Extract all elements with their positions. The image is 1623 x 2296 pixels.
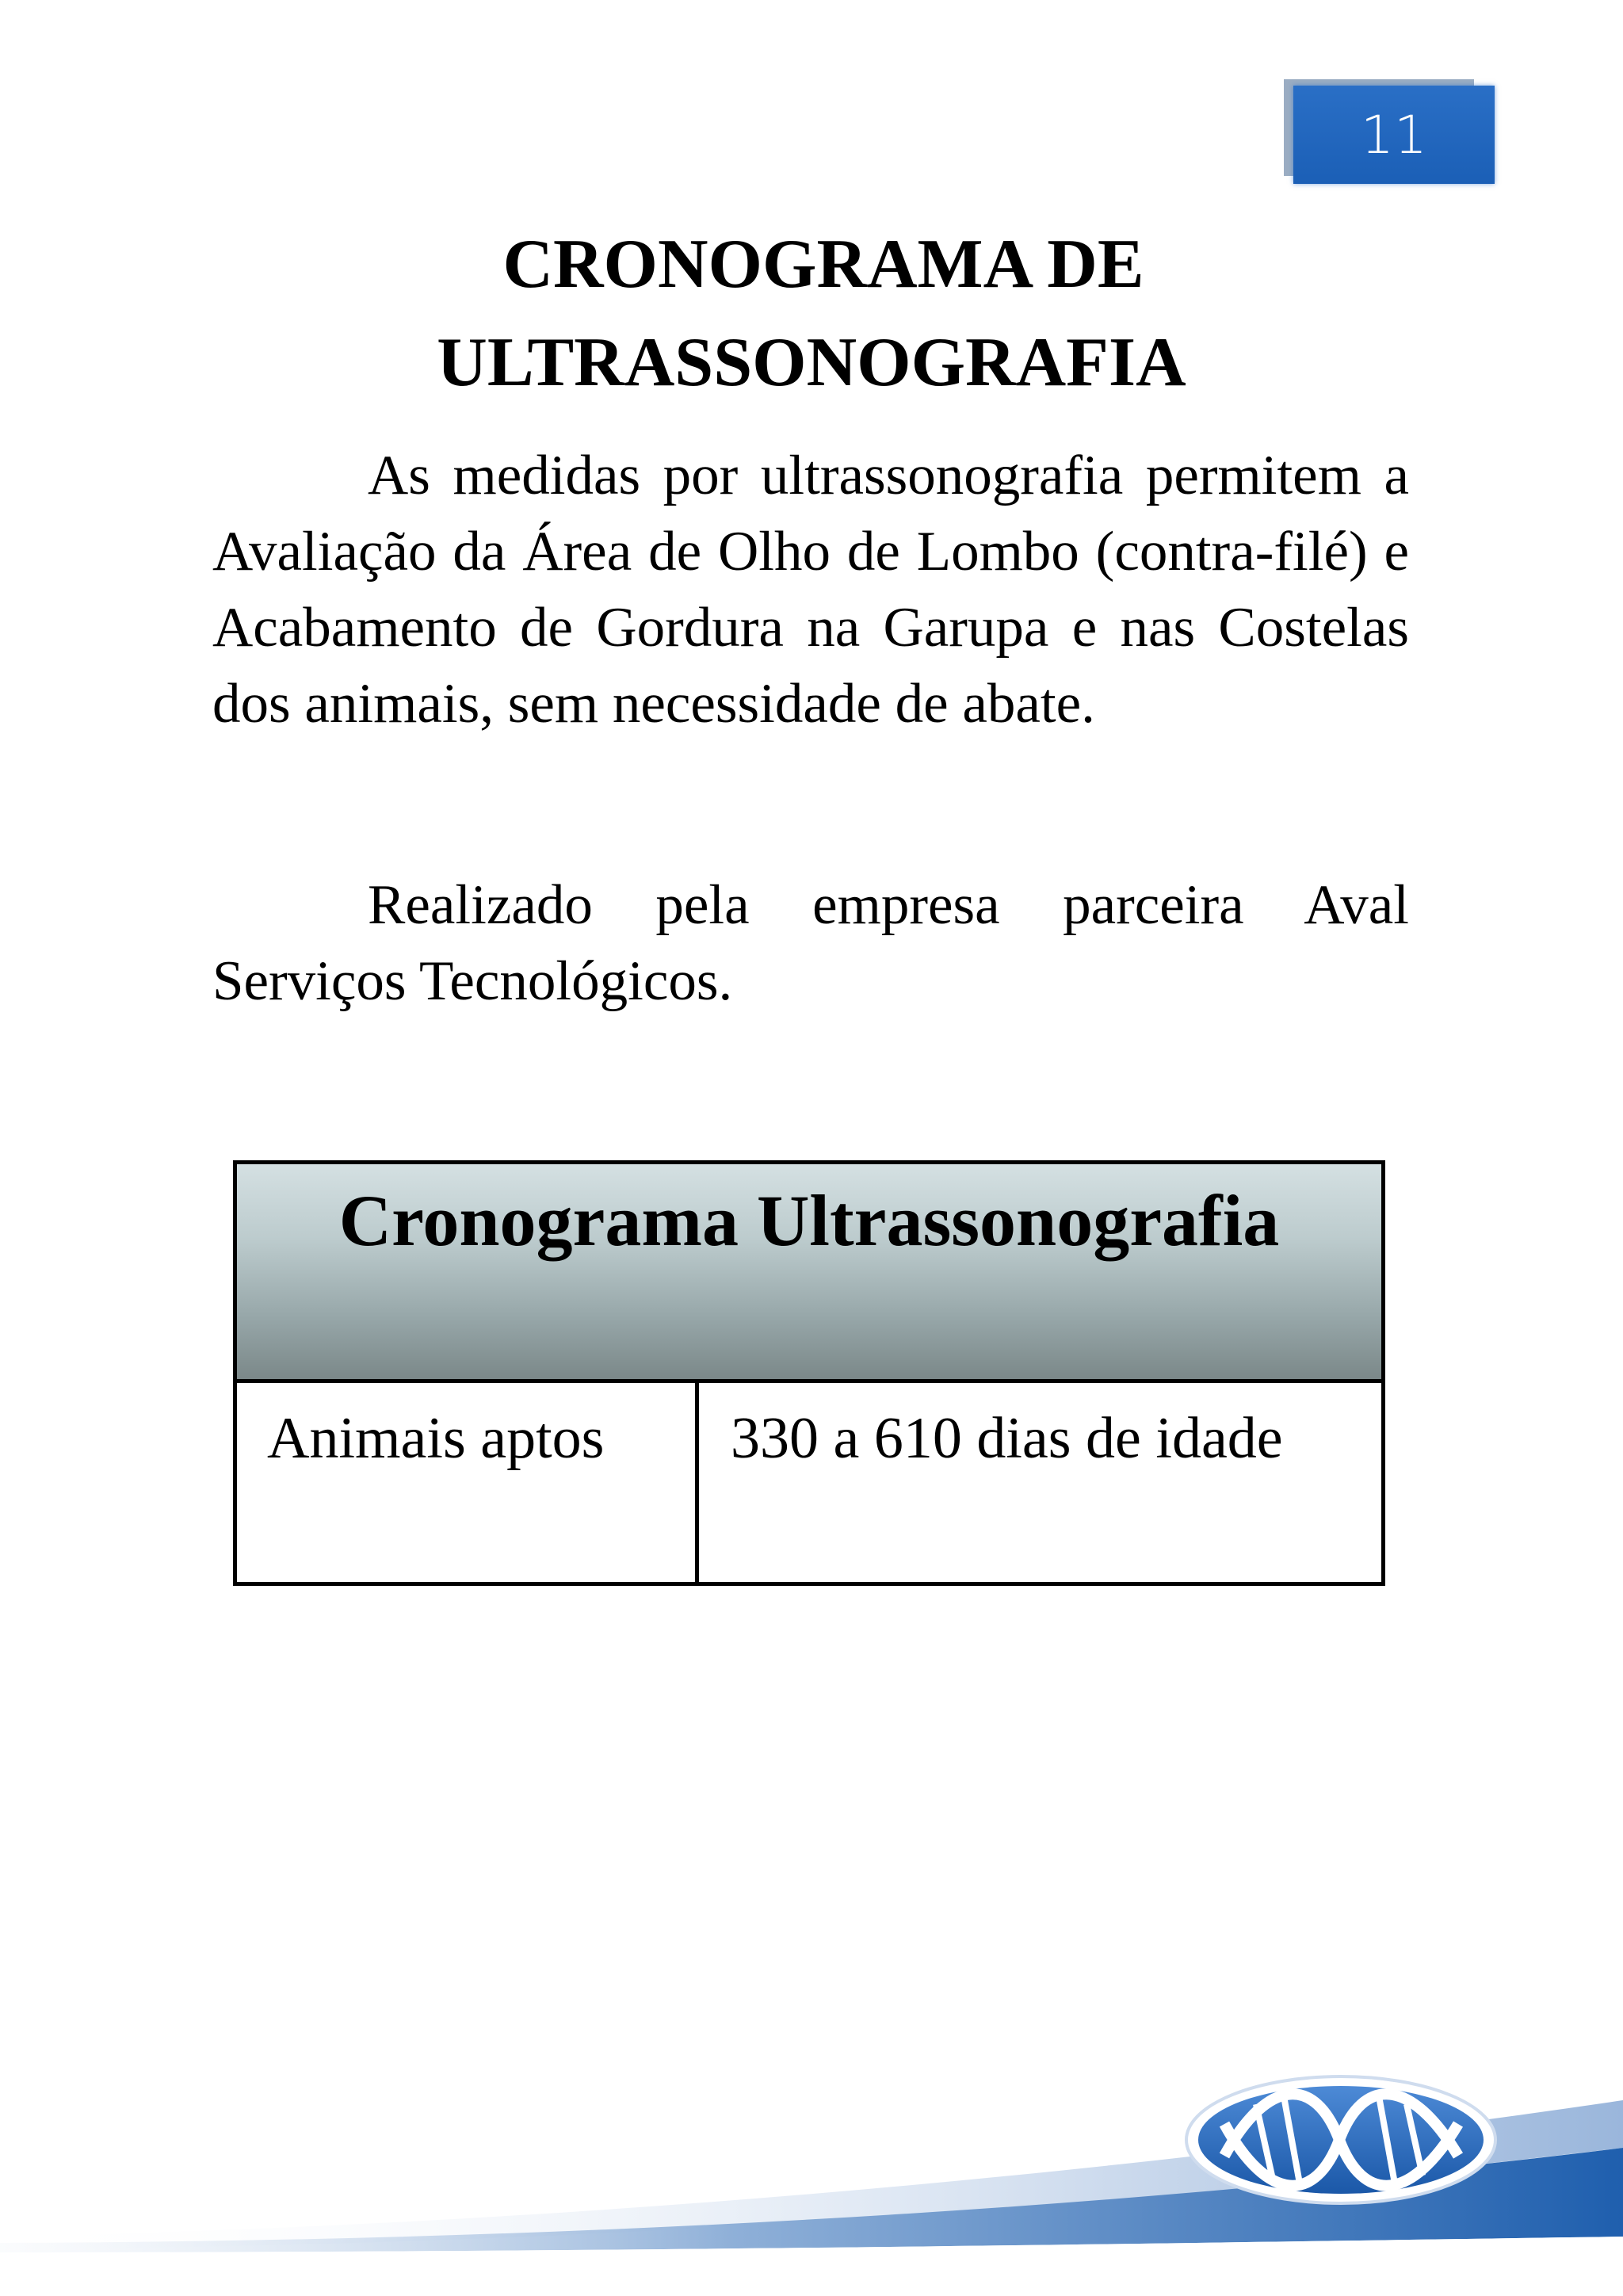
page-title-line-1: CRONOGRAMA DE [502, 226, 1144, 303]
page-title-line-2: ULTRASSONOGRAFIA [437, 324, 1186, 401]
table-header-title: Cronograma Ultrassonografia [338, 1180, 1280, 1261]
schedule-table [233, 1160, 1385, 1586]
table-cell-label: Animais aptos [237, 1383, 699, 1586]
intro-paragraph: As medidas por ultrassonografia permitem a Avaliação da Área de Olho de Lombo (contra-filé) e Acabamento de Gordura na Garupa e nas Costelas dos animais, sem necessidade de abate. [212, 445, 1409, 735]
table-header [237, 1164, 1381, 1383]
dna-helix-logo-icon [1186, 2076, 1495, 2203]
footer-decoration [0, 2029, 1623, 2296]
page-title [0, 216, 1623, 412]
table-cell-value: 330 a 610 dias de idade [731, 1406, 1283, 1471]
page-number: 11 [1293, 86, 1495, 184]
partner-paragraph: Realizado pela empresa parceira Aval Serviços Tecnológicos. [212, 874, 1409, 1012]
